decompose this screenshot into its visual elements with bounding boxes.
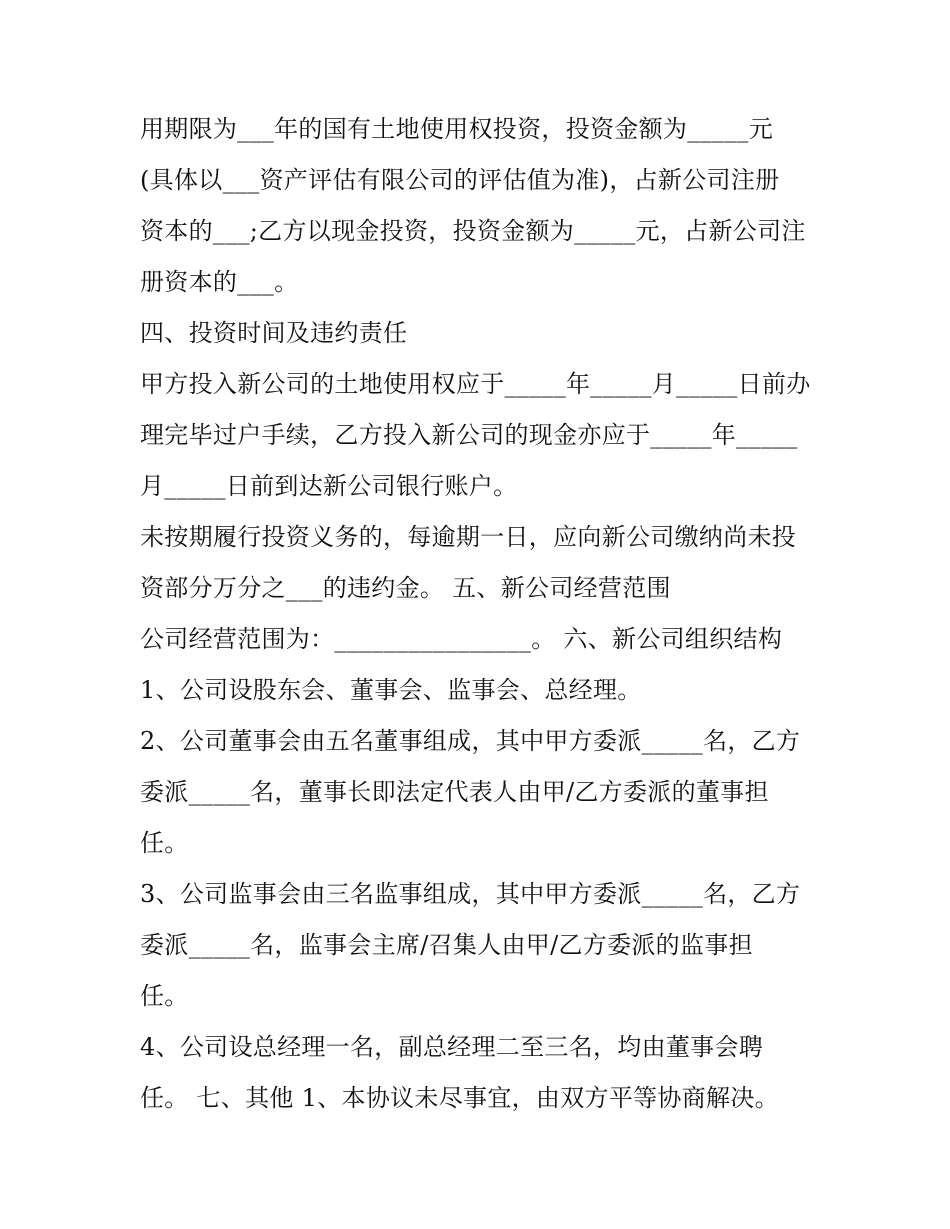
text-line-9: 未按期履行投资义务的，每逾期一日，应向新公司缴纳尚未投 — [140, 523, 797, 551]
text-line-11: 公司经营范围为：________________。 六、新公司组织结构 — [140, 625, 783, 653]
text-line-2: (具体以___资产评估有限公司的评估值为准)，占新公司注册 — [140, 166, 780, 194]
text-line-14: 委派_____名，董事长即法定代表人由甲/乙方委派的董事担 — [140, 778, 769, 806]
text-line-17: 委派_____名，监事会主席/召集人由甲/乙方委派的监事担 — [140, 931, 753, 959]
text-line-13: 2、公司董事会由五名董事组成，其中甲方委派_____名，乙方 — [140, 727, 801, 755]
text-line-3: 资本的___;乙方以现金投资，投资金额为_____元，占新公司注 — [140, 217, 806, 245]
text-line-1: 用期限为___年的国有土地使用权投资，投资金额为_____元 — [140, 115, 773, 143]
text-line-16: 3、公司监事会由三名监事组成，其中甲方委派_____名，乙方 — [140, 880, 801, 908]
text-line-12: 1、公司设股东会、董事会、监事会、总经理。 — [140, 676, 642, 704]
text-line-6: 甲方投入新公司的土地使用权应于_____年_____月_____日前办 — [140, 370, 811, 398]
text-line-15: 任。 — [140, 829, 189, 857]
text-line-18: 任。 — [140, 982, 189, 1010]
text-line-7: 理完毕过户手续，乙方投入新公司的现金亦应于_____年_____ — [140, 421, 798, 449]
text-line-20: 任。 七、其他 1、本协议未尽事宜，由双方平等协商解决。 — [140, 1084, 779, 1112]
text-line-4: 册资本的___。 — [140, 268, 299, 296]
text-line-10: 资部分万分之___的违约金。 五、新公司经营范围 — [140, 574, 671, 602]
text-line-19: 4、公司设总经理一名，副总经理二至三名，均由董事会聘 — [140, 1033, 764, 1061]
section-heading-4: 四、投资时间及违约责任 — [140, 319, 408, 347]
text-line-8: 月_____日前到达新公司银行账户。 — [140, 472, 518, 500]
